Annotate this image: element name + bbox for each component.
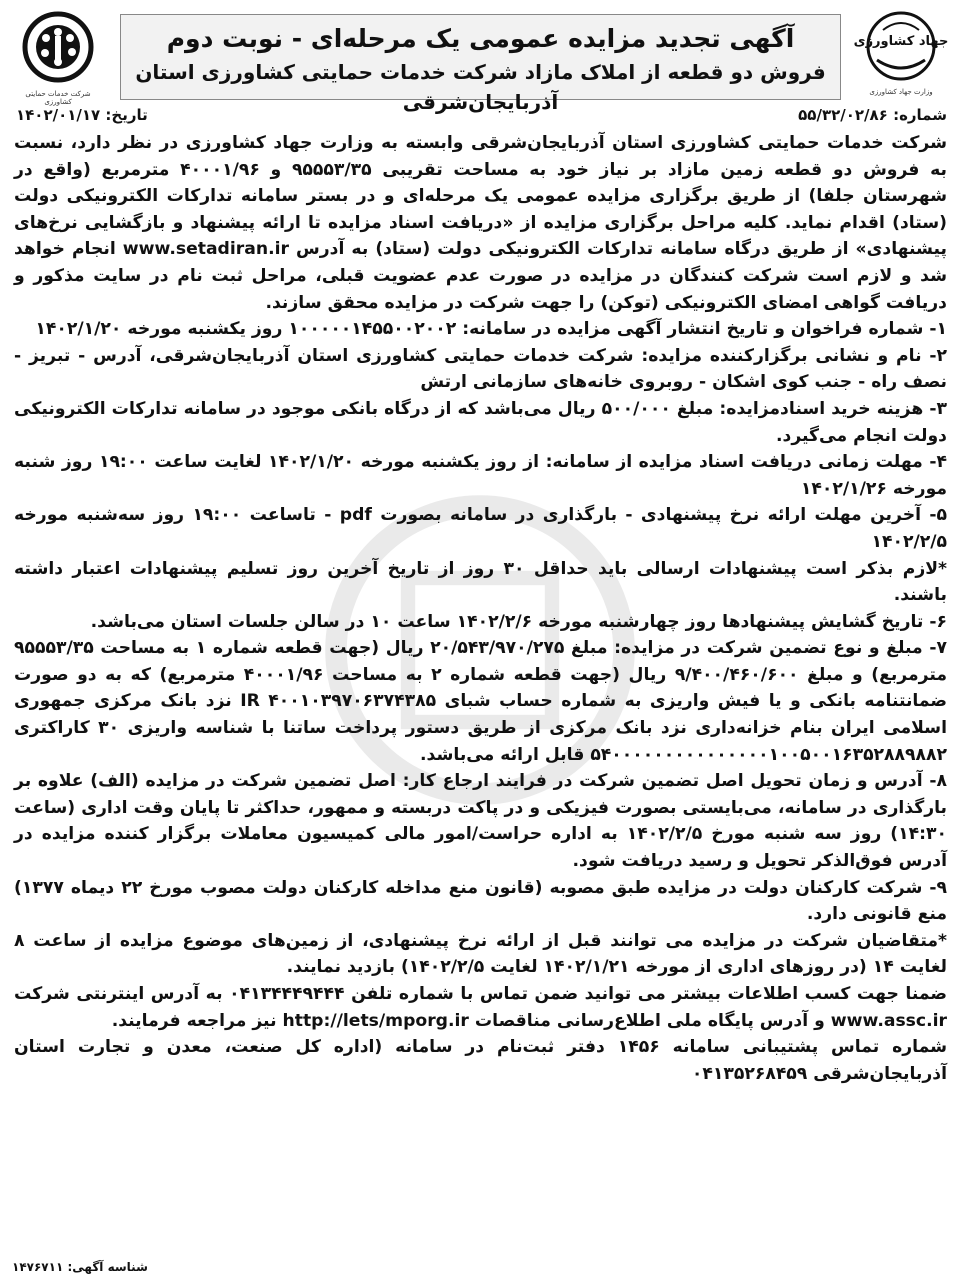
contact-paragraph[interactable]: ضمنا جهت کسب اطلاعات بیشتر می توانید ضمن تماس با شماره تلفن ۰۴۱۳۴۴۴۹۴۴۴ به آدرس اینترنتی شرکت www.assc.ir و آدرس پایگاه ملی اطلاع‌رسانی مناقصات http://lets/mporg.ir نیز مراجعه فرمایند. — [14, 984, 947, 1031]
ad-id: شناسه آگهی: ۱۴۷۶۷۱۱ — [12, 1260, 148, 1274]
item-9: ۹- شرکت کارکنان دولت در مزایده طبق مصوبه (قانون منع مداخله کارکنان دولت مصوب مورخ ۲۲ دیماه ۱۳۷۷) منع قانونی دارد. — [14, 877, 947, 925]
announcement-body — [14, 130, 947, 1087]
item-2: ۲- نام و نشانی برگزارکننده مزایده: شرکت خدمات حمایتی کشاورزی استان آذربایجان‌شرقی، آدرس - تبریز - نصف راه - جنب کوی اشکان - روبروی خانه‌های سازمانی ارتش — [14, 345, 947, 393]
jahad-keshavarzi-logo — [853, 10, 949, 100]
announcement-date: تاریخ: ۱۴۰۲/۰۱/۱۷ — [16, 106, 148, 124]
announcement-subtitle: فروش دو قطعه از املاک مازاد شرکت خدمات حمایتی کشاورزی استان آذربایجان‌شرقی — [135, 60, 826, 114]
company-emblem-icon — [20, 10, 96, 84]
item-7: ۷- مبلغ و نوع تضمین شرکت در مزایده: مبلغ ۲۰/۵۴۳/۹۷۰/۲۷۵ ریال (جهت قطعه شماره ۱ به مساحت ۹۵۵۵۳/۳۵ مترمربع) و مبلغ ۹/۴۰۰/۴۶۰/۶۰۰ ریال (جهت قطعه شماره ۲ به مساحت ۴۰۰۰۱/۹۶ مترمربع) که به دو صورت ضمانتنامه بانکی و یا فیش واریزی به شماره حساب شبای IR ۴۰۰۱۰۳۹۷۰۶۳۷۴۳۸۵ نزد بانک مرکزی جمهوری اسلامی ایران بنام خزانه‌داری نزد بانک مرکزی از طریق دستور پرداخت ساتنا با شناسه واریزی ۳۰ کاراکتری ۵۴۰۰۰۰۰۰۰۰۰۰۰۰۰۰۰۱۰۰۵۰۰۱۶۳۵۲۸۸۹۸۸۲ قابل ارائه می‌باشد. — [14, 638, 948, 765]
intro-paragraph: شرکت خدمات حمایتی کشاورزی استان آذربایجان‌شرقی وابسته به وزارت جهاد کشاورزی در نظر دارد، نسبت به فروش دو قطعه زمین مازاد بر نیاز خود به مساحت تقریبی ۹۵۵۵۳/۳۵ و ۴۰۰۰۱/۹۶ مترمربع (واقع در شهرستان جلفا) از طریق برگزاری مزایده عمومی یک مرحله‌ای و در بستر سامانه تدارکات الکترونیکی دولت (ستاد) اقدام نماید. کلیه مراحل برگزاری مزایده از «دریافت اسناد مزایده تا ارائه پیشنهاد و بازگشایی نرخ‌های پیشنهادی» از طریق درگاه سامانه تدارکات الکترونیکی دولت (ستاد) به آدرس www.setadiran.ir انجام خواهد شد و لازم است شرکت کنندگان در مزایده در صورت عدم عضویت قبلی، مراحل ثبت نام در سایت مذکور و دریافت گواهی امضای الکترونیکی (توکن) را جهت شرکت در مزایده محقق سازند. — [14, 133, 947, 313]
reference-line — [16, 104, 947, 130]
jahad-logo-caption: وزارت جهاد کشاورزی — [869, 88, 933, 96]
item-1: ۱- شماره فراخوان و تاریخ انتشار آگهی مزایده در سامانه: ۱۰۰۰۰۰۱۴۵۵۰۰۲۰۰۲ روز یکشنبه مورخه ۱۴۰۲/۱/۲۰ — [35, 319, 947, 340]
company-logo-caption: شرکت خدمات حمایتی کشاورزی — [25, 90, 91, 106]
announcement-title: آگهی تجدید مزایده عمومی یک مرحله‌ای - نوبت دوم — [166, 24, 795, 53]
item-3: ۳- هزینه خرید اسنادمزایده: مبلغ ۵۰۰/۰۰۰ ریال می‌باشد که از درگاه بانکی موجود در سامانه تدارکات الکترونیکی دولت انجام می‌گیرد. — [14, 398, 947, 446]
announcement-header — [120, 14, 841, 114]
item-4: ۴- مهلت زمانی دریافت اسناد مزایده از سامانه: از روز یکشنبه مورخه ۱۴۰۲/۱/۲۰ لغایت ساعت ۱۹:۰۰ روز شنبه مورخه ۱۴۰۲/۱/۲۶ — [14, 452, 948, 499]
item-8: ۸- آدرس و زمان تحویل اصل تضمین شرکت در فرایند ارجاع کار: اصل تضمین شرکت در مزایده (الف) علاوه بر بارگذاری در سامانه، می‌بایستی بصورت فیزیکی و در پاکت دربسته و ممهور، حداکثر تا پایان وقت اداری (ساعت ۱۴:۳۰) روز سه شنبه مورخ ۱۴۰۲/۲/۵ به اداره حراست/امور مالی کمیسیون معاملات برگزار کننده مزایده در آدرس فوق‌الذکر تحویل و رسید دریافت شود. — [14, 771, 947, 872]
support-paragraph: شماره تماس پشتیبانی سامانه ۱۴۵۶ دفتر ثبت‌نام در سامانه (اداره کل صنعت، معدن و تجارت استان آذربایجان‌شرقی ۰۴۱۳۵۲۶۸۴۵۹ — [14, 1037, 948, 1084]
company-logo — [12, 10, 104, 106]
reference-number: شماره: ۵۵/۳۲/۰۲/۸۶ — [798, 106, 947, 124]
item-6: ۶- تاریخ گشایش پیشنهادها روز چهارشنبه مورخه ۱۴۰۲/۲/۶ ساعت ۱۰ در سالن جلسات استان می‌باشد. — [90, 611, 947, 632]
visit-note: *متقاضیان شرکت در مزایده می توانند قبل از ارائه نرخ پیشنهادی، از زمین‌های موضوع مزایده از ساعت ۸ لغایت ۱۴ (در روزهای اداری از مورخه ۱۴۰۲/۱/۲۱ لغایت ۱۴۰۲/۲/۵) بازدید نمایند. — [14, 930, 947, 978]
jahad-logo-text: جهاد کشاورزی — [853, 34, 949, 49]
item-5: ۵- آخرین مهلت ارائه نرخ پیشنهادی - بارگذاری در سامانه بصورت pdf - تاساعت ۱۹:۰۰ روز سه‌شنبه مورخه ۱۴۰۲/۲/۵ — [14, 505, 947, 552]
validity-note: *لازم بذکر است پیشنهادات ارسالی باید حداقل ۳۰ روز از تاریخ آخرین روز تسلیم پیشنهادات اعتبار داشته باشند. — [14, 558, 947, 606]
